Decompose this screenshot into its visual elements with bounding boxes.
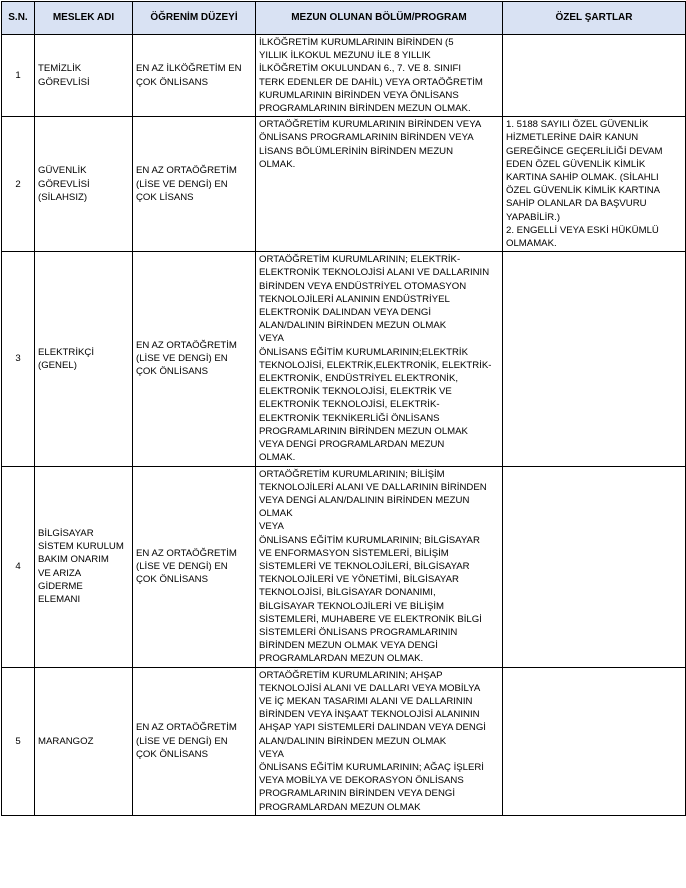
job-title-cell: [35, 117, 133, 252]
row-number: 2: [2, 117, 35, 252]
program-line: ELEKTRONİK TEKNOLOJİSİ, ELEKTRİK-: [259, 399, 440, 411]
program-line: ELEKTRONİK, ENDÜSTRİYEL ELEKTRONİK,: [259, 373, 459, 385]
program-line: VE İÇ MEKAN TASARIMI ALANI VE DALLARININ: [259, 695, 473, 707]
program-line: ELEKTRONİK TEKNOLOJİSİ, ELEKTRİK VE: [259, 386, 452, 398]
table-row: [2, 252, 686, 466]
job-title-line: BİLGİSAYAR: [38, 527, 94, 539]
program-cell: [256, 35, 503, 117]
job-title-line: ELEKTRİKÇİ: [38, 346, 94, 358]
program-line: LİSANS BÖLÜMLERİNİN BİRİNDEN MEZUN: [259, 145, 454, 157]
special-conditions-line: 1. 5188 SAYILI ÖZEL GÜVENLİK: [506, 119, 649, 131]
education-level-line: EN AZ ORTAÖĞRETİM: [136, 722, 237, 734]
special-conditions-line: GEREĞİNCE GEÇERLİLİĞİ DEVAM: [506, 145, 663, 157]
program-line: SİSTEMLERİ VE TEKNOLOJİLERİ, BİLGİSAYAR: [259, 560, 470, 572]
program-line: ELEKTRONİK TEKNOLOJİSİ ALANI VE DALLARININ: [259, 267, 490, 279]
job-title-line: GİDERME: [38, 580, 83, 592]
table-row: [2, 466, 686, 667]
program-line: PROGRAMLARDAN MEZUN OLMAK: [259, 801, 421, 813]
special-conditions-line: 2. ENGELLİ VEYA ESKİ HÜKÜMLÜ: [506, 224, 659, 236]
education-level-cell: [133, 252, 256, 466]
education-level-line: ÇOK ÖNLİSANS: [136, 574, 208, 586]
program-line: PROGRAMLARININ BİRİNDEN MEZUN OLMAK: [259, 425, 468, 437]
program-line: OLMAK.: [259, 452, 296, 464]
program-line: İLKÖĞRETİM OKULUNDAN 6., 7. VE 8. SINIFI: [259, 63, 462, 75]
education-level-line: (LİSE VE DENGİ) EN: [136, 735, 228, 747]
education-level-line: EN AZ ORTAÖĞRETİM: [136, 547, 237, 559]
special-conditions-cell: [503, 667, 686, 815]
program-line: PROGRAMLARININ BİRİNDEN MEZUN OLMAK.: [259, 103, 471, 115]
program-line: ORTAÖĞRETİM KURUMLARININ; ELEKTRİK-: [259, 254, 461, 266]
special-conditions-cell: [503, 117, 686, 252]
program-line: TERK EDENLER DE DAHİL) VEYA ORTAÖĞRETİM: [259, 76, 483, 88]
education-level-cell: [133, 117, 256, 252]
program-line: TEKNOLOJİLERİ ALANI VE DALLARININ BİRİNDEN: [259, 481, 487, 493]
job-title-line: GÜVENLİK: [38, 165, 87, 177]
header-mezun: MEZUN OLUNAN BÖLÜM/PROGRAM: [256, 2, 503, 35]
special-conditions-line: ÖZEL GÜVENLİK KİMLİK KARTINA: [506, 185, 661, 197]
row-number: 5: [2, 667, 35, 815]
program-line: ELEKTRONİK DALINDAN VEYA DENGİ: [259, 307, 432, 319]
header-ogrenim: ÖĞRENİM DÜZEYİ: [133, 2, 256, 35]
special-conditions-line: EDEN ÖZEL GÜVENLİK KİMLİK: [506, 158, 646, 170]
program-line: VEYA: [259, 521, 284, 533]
row-number: 3: [2, 252, 35, 466]
program-line: OLMAK.: [259, 158, 296, 170]
program-line: VE ENFORMASYON SİSTEMLERİ, BİLİŞİM: [259, 547, 449, 559]
special-conditions-cell: [503, 35, 686, 117]
program-line: SİSTEMLERİ, MUHABERE VE ELEKTRONİK BİLGİ: [259, 613, 482, 625]
education-level-line: (LİSE VE DENGİ) EN: [136, 353, 228, 365]
program-cell: [256, 466, 503, 667]
special-conditions-line: SAHİP OLANLAR DA BAŞVURU: [506, 198, 647, 210]
header-sn: S.N.: [2, 2, 35, 35]
program-line: ÖNLİSANS EĞİTİM KURUMLARININ; BİLGİSAYAR: [259, 534, 480, 546]
program-line: ALAN/DALININ BİRİNDEN MEZUN OLMAK: [259, 735, 447, 747]
program-line: BİRİNDEN MEZUN OLMAK VEYA DENGİ: [259, 640, 438, 652]
special-conditions-line: OLMAMAK.: [506, 238, 557, 250]
program-line: TEKNOLOJİSİ, BİLGİSAYAR DONANIMI,: [259, 587, 436, 599]
program-cell: [256, 667, 503, 815]
program-line: VEYA: [259, 333, 284, 345]
program-line: TEKNOLOJİLERİ VE YÖNETİMİ, BİLGİSAYAR: [259, 574, 459, 586]
program-cell: [256, 252, 503, 466]
program-line: ELEKTRONİK TEKNİKERLİĞİ ÖNLİSANS: [259, 412, 440, 424]
program-line: ORTAÖĞRETİM KURUMLARININ BİRİNDEN VEYA: [259, 119, 482, 131]
job-title-line: MARANGOZ: [38, 735, 94, 747]
program-line: İLKÖĞRETİM KURUMLARININ BİRİNDEN (5: [259, 37, 454, 48]
special-conditions-cell: [503, 466, 686, 667]
table-row: [2, 667, 686, 815]
program-line: ALAN/DALININ BİRİNDEN MEZUN OLMAK: [259, 320, 447, 332]
education-level-line: EN AZ ORTAÖĞRETİM: [136, 340, 237, 352]
job-title-cell: [35, 35, 133, 117]
program-line: OLMAK: [259, 508, 293, 520]
program-line: TEKNOLOJİLERİ ALANININ ENDÜSTRİYEL: [259, 293, 450, 305]
program-cell: [256, 117, 503, 252]
table-row: [2, 35, 686, 117]
education-level-line: ÇOK ÖNLİSANS: [136, 76, 208, 88]
program-line: KURUMLARININ BİRİNDEN VEYA ÖNLİSANS: [259, 89, 459, 101]
job-title-line: TEMİZLİK: [38, 63, 82, 75]
program-line: TEKNOLOJİSİ ALANI VE DALLARI VEYA MOBİLYA: [259, 682, 481, 694]
education-level-line: EN AZ İLKÖĞRETİM EN: [136, 63, 242, 75]
job-title-line: VE ARIZA: [38, 567, 82, 579]
program-line: VEYA: [259, 748, 284, 760]
program-line: AHŞAP YAPI SİSTEMLERİ DALINDAN VEYA DENGİ: [259, 722, 486, 734]
education-level-line: ÇOK ÖNLİSANS: [136, 748, 208, 760]
education-level-line: ÇOK ÖNLİSANS: [136, 366, 208, 378]
program-line: BİLGİSAYAR TEKNOLOJİLERİ VE BİLİŞİM: [259, 600, 445, 612]
job-requirements-table: [1, 1, 686, 816]
program-line: ORTAÖĞRETİM KURUMLARININ; AHŞAP: [259, 669, 443, 681]
education-level-line: (LİSE VE DENGİ) EN: [136, 178, 228, 190]
education-level-cell: [133, 35, 256, 117]
header-ozel: ÖZEL ŞARTLAR: [503, 2, 686, 35]
job-title-line: ELEMANI: [38, 593, 81, 605]
education-level-line: EN AZ ORTAÖĞRETİM: [136, 165, 237, 177]
program-line: ÖNLİSANS PROGRAMLARININ BİRİNDEN VEYA: [259, 132, 474, 144]
education-level-line: ÇOK LİSANS: [136, 191, 194, 203]
program-line: VEYA DENGİ PROGRAMLARDAN MEZUN: [259, 439, 445, 451]
job-title-cell: [35, 667, 133, 815]
job-title-line: GÖREVLİSİ: [38, 76, 90, 88]
job-title-line: SİSTEM KURULUM: [38, 541, 124, 553]
program-line: ÖNLİSANS EĞİTİM KURUMLARININ; AĞAÇ İŞLERİ: [259, 761, 484, 773]
job-title-line: BAKIM ONARIM: [38, 554, 109, 566]
job-title-cell: [35, 252, 133, 466]
row-number: 4: [2, 466, 35, 667]
program-line: PROGRAMLARDAN MEZUN OLMAK.: [259, 653, 424, 665]
program-line: ÖNLİSANS EĞİTİM KURUMLARININ;ELEKTRİK: [259, 346, 468, 358]
education-level-line: (LİSE VE DENGİ) EN: [136, 560, 228, 572]
job-title-line: (GENEL): [38, 359, 77, 371]
special-conditions-line: YAPABİLİR.): [506, 211, 561, 223]
education-level-cell: [133, 466, 256, 667]
job-title-line: GÖREVLİSİ: [38, 178, 90, 190]
program-line: TEKNOLOJİSİ, ELEKTRİK,ELEKTRONİK, ELEKTRİK-: [259, 359, 492, 371]
special-conditions-cell: [503, 252, 686, 466]
program-line: PROGRAMLARININ BİRİNDEN VEYA DENGİ: [259, 788, 455, 800]
job-title-cell: [35, 466, 133, 667]
program-line: BİRİNDEN VEYA ENDÜSTRİYEL OTOMASYON: [259, 280, 467, 292]
program-line: ORTAÖĞRETİM KURUMLARININ; BİLİŞİM: [259, 468, 445, 480]
program-line: BİRİNDEN VEYA İNŞAAT TEKNOLOJİSİ ALANININ: [259, 709, 480, 721]
header-meslek: MESLEK ADI: [35, 2, 133, 35]
special-conditions-line: HİZMETLERİNE DAİR KANUN: [506, 132, 639, 144]
program-line: VEYA DENGİ ALAN/DALININ BİRİNDEN MEZUN: [259, 494, 470, 506]
row-number: 1: [2, 35, 35, 117]
program-line: SİSTEMLERİ ÖNLİSANS PROGRAMLARININ: [259, 626, 458, 638]
special-conditions-line: KARTINA SAHİP OLMAK. (SİLAHLI: [506, 172, 659, 184]
education-level-cell: [133, 667, 256, 815]
program-line: YILLIK İLKOKUL MEZUNU İLE 8 YILLIK: [259, 50, 431, 62]
header-row: [2, 2, 686, 35]
program-line: VEYA MOBİLYA VE DEKORASYON ÖNLİSANS: [259, 775, 464, 787]
table-row: [2, 117, 686, 252]
job-title-line: (SİLAHSIZ): [38, 191, 88, 203]
